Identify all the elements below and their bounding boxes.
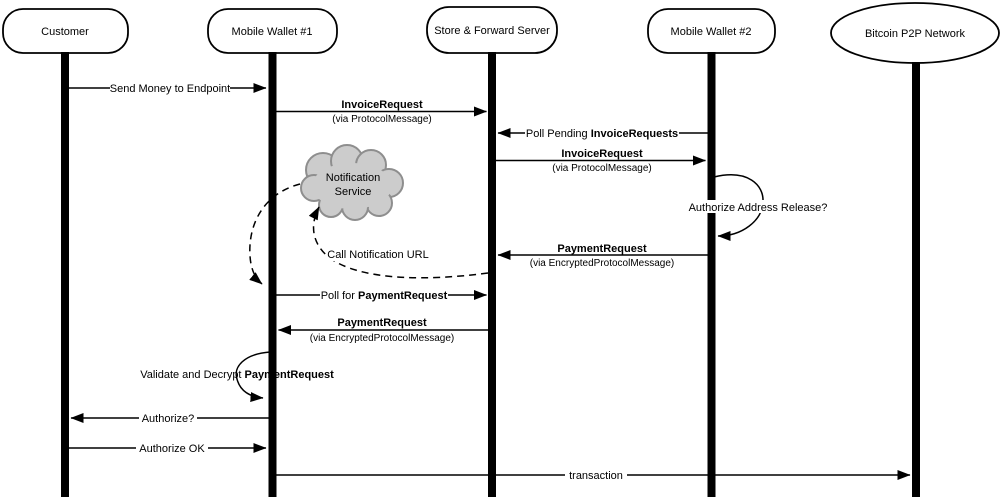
message-authorize-ok-label: Authorize OK <box>139 443 205 455</box>
message-invoice-request-to-wallet2-label: InvoiceRequest <box>561 148 643 160</box>
message-authorize-address-release-label: Authorize Address Release? <box>688 202 828 214</box>
actor-store-forward-server-label: Store & Forward Server <box>434 25 550 37</box>
message-call-notification-url-label: Call Notification URL <box>327 249 429 261</box>
notification-service-cloud <box>301 145 403 220</box>
message-transaction-label: transaction <box>569 470 623 482</box>
lifeline-store-forward-server <box>488 52 496 497</box>
actor-mobile-wallet-2 <box>648 9 775 53</box>
notification-service-label-line1: Notification <box>325 172 381 184</box>
actor-customer <box>3 9 128 53</box>
message-invoice-request-to-server-label: InvoiceRequest <box>341 99 423 111</box>
actor-mobile-wallet-1 <box>208 9 337 53</box>
lifeline-mobile-wallet-1 <box>269 52 277 497</box>
lifeline-customer <box>61 52 69 497</box>
actor-customer-label: Customer <box>41 26 89 38</box>
message-invoice-request-to-wallet2-sublabel: (via ProtocolMessage) <box>552 163 652 174</box>
lifeline-bitcoin-p2p-network <box>912 62 920 497</box>
message-payment-request-to-server-label: PaymentRequest <box>557 243 647 255</box>
message-authorize-label: Authorize? <box>141 413 195 425</box>
lifeline-mobile-wallet-2 <box>708 52 716 497</box>
message-payment-request-to-server-sublabel: (via EncryptedProtocolMessage) <box>529 258 675 269</box>
message-send-money-label: Send Money to Endpoint <box>109 83 231 95</box>
message-payment-request-to-wallet1-label: PaymentRequest <box>337 317 427 329</box>
actor-mobile-wallet-1-label: Mobile Wallet #1 <box>231 26 313 38</box>
notification-service-label-line2: Service <box>334 186 372 198</box>
message-invoice-request-to-server-sublabel: (via ProtocolMessage) <box>332 114 432 125</box>
message-payment-request-to-wallet1-sublabel: (via EncryptedProtocolMessage) <box>309 333 455 344</box>
actor-bitcoin-p2p-network <box>831 3 999 63</box>
message-validate-and-decrypt-label: Validate and Decrypt PaymentRequest <box>140 369 334 381</box>
actor-bitcoin-p2p-network-label: Bitcoin P2P Network <box>864 28 966 40</box>
message-poll-for-payment-request-label: Poll for PaymentRequest <box>320 290 448 302</box>
message-poll-pending-label: Poll Pending InvoiceRequests <box>525 128 679 140</box>
actor-store-forward-server <box>427 7 557 53</box>
actor-mobile-wallet-2-label: Mobile Wallet #2 <box>670 26 752 38</box>
message-call-notification-url-curve <box>314 207 488 278</box>
